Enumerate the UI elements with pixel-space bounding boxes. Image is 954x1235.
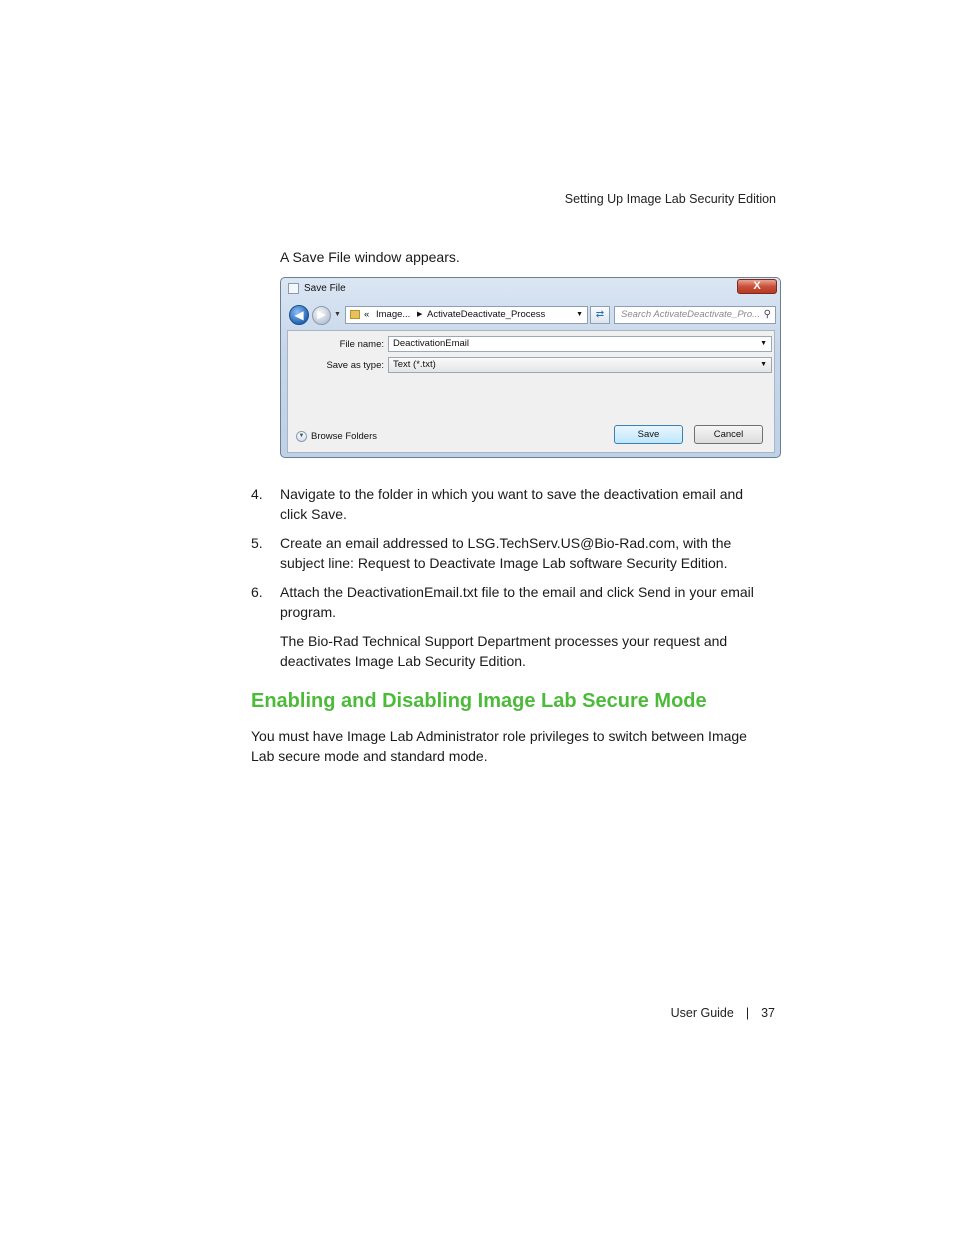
search-placeholder: Search ActivateDeactivate_Pro...: [621, 309, 761, 320]
footer-label: User Guide: [670, 1006, 734, 1020]
step-number: 5.: [251, 535, 263, 551]
section-body: You must have Image Lab Administrator role privileges to switch between Image Lab secure mode and standard mode.: [251, 728, 747, 764]
expand-chevron-icon: ▼: [296, 431, 307, 442]
list-item: [251, 583, 771, 622]
save-button[interactable]: Save: [614, 425, 683, 444]
file-name-label: File name:: [339, 339, 384, 350]
footer-separator: |: [745, 1006, 750, 1020]
address-bar[interactable]: [345, 306, 588, 324]
back-arrow-icon[interactable]: ◀: [289, 305, 309, 325]
address-overflow-chevron[interactable]: «: [364, 309, 370, 320]
search-input[interactable]: [614, 306, 776, 324]
running-header: Setting Up Image Lab Security Edition: [564, 192, 776, 206]
file-name-value: DeactivationEmail: [393, 338, 470, 349]
address-arrow-icon[interactable]: ▶: [417, 311, 423, 318]
page-number: 37: [761, 1006, 775, 1020]
address-segment-image[interactable]: Image...: [376, 309, 411, 320]
browse-folders-toggle[interactable]: [296, 431, 377, 442]
dialog-title: Save File: [304, 283, 346, 294]
window-icon: [288, 283, 299, 294]
list-item: [251, 534, 771, 573]
save-file-dialog: [280, 277, 781, 458]
forward-arrow-icon[interactable]: ▶: [312, 306, 331, 325]
address-chevron-down-icon[interactable]: ▼: [576, 311, 583, 318]
browse-folders-label: Browse Folders: [311, 431, 377, 443]
search-icon: ⚲: [763, 309, 771, 320]
step-text: Create an email addressed to LSG.TechServ.US@Bio-Rad.com, with the subject line: Request to Deactivate Image Lab software Security Edition.: [280, 535, 732, 571]
intro-text: A Save File window appears.: [280, 249, 460, 265]
step-text: Attach the DeactivationEmail.txt file to the email and click Send in your email program.: [280, 584, 754, 620]
save-type-select[interactable]: [388, 357, 772, 373]
step-number: 6.: [251, 584, 263, 600]
recent-locations-chevron-down-icon[interactable]: ▼: [334, 311, 341, 318]
step-text: Navigate to the folder in which you want to save the deactivation email and click Save.: [280, 486, 744, 522]
address-segment-process[interactable]: ActivateDeactivate_Process: [427, 309, 546, 320]
chevron-down-icon[interactable]: ▼: [760, 361, 767, 368]
refresh-icon[interactable]: ⇄: [590, 306, 610, 324]
cancel-button[interactable]: Cancel: [694, 425, 763, 444]
step-list: [251, 485, 771, 632]
close-button[interactable]: X: [737, 279, 777, 294]
page-footer: [0, 1006, 775, 1020]
chevron-down-icon[interactable]: ▼: [760, 340, 767, 347]
follow-up-text: The Bio-Rad Technical Support Department processes your request and deactivates Image Lab Security Edition.: [280, 633, 728, 669]
step-number: 4.: [251, 486, 263, 502]
dialog-content-pane: [287, 330, 775, 453]
folder-icon: [350, 310, 360, 319]
section-heading: Enabling and Disabling Image Lab Secure Mode: [251, 690, 707, 712]
file-name-field[interactable]: [388, 336, 772, 352]
list-item: [251, 485, 771, 524]
save-type-value: Text (*.txt): [393, 359, 436, 370]
save-type-label: Save as type:: [326, 360, 384, 371]
